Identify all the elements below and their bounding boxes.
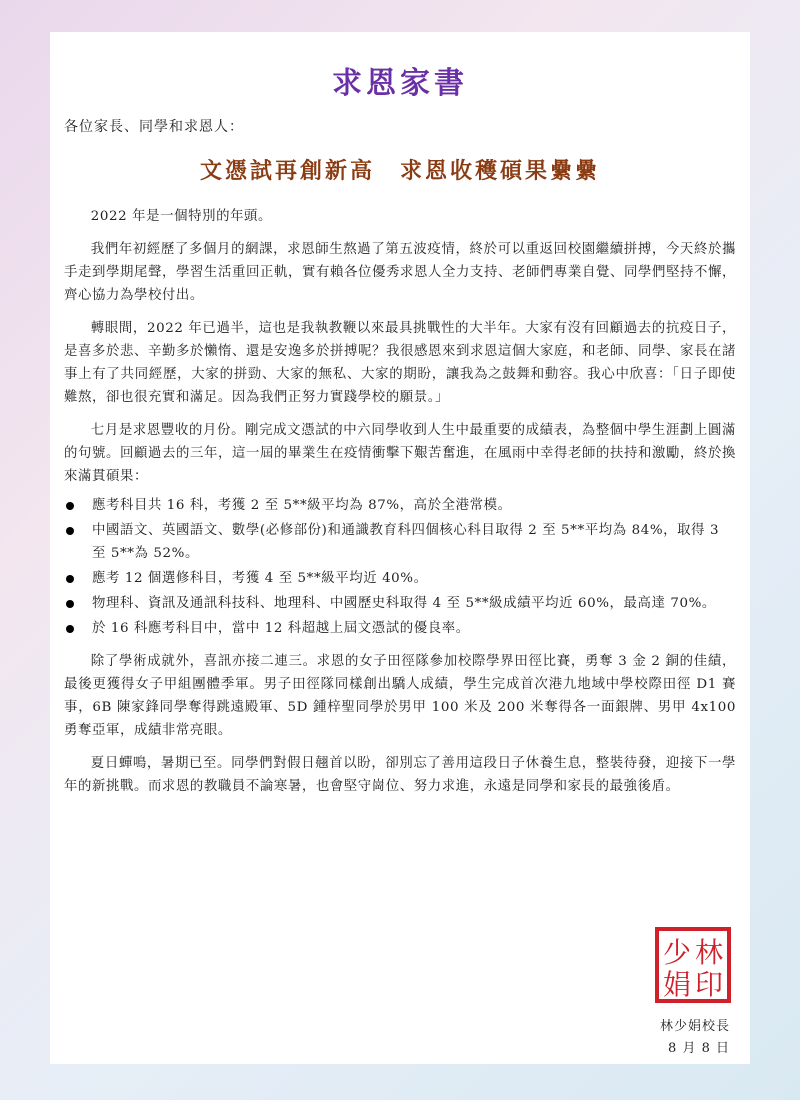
- list-item-text: 中國語文、英國語文、數學(必修部份)和通識教育科四個核心科目取得 2 至 5**平均為 84%，取得 3 至 5**為 52%。: [92, 523, 720, 561]
- principal-name: 林少娟校長: [659, 1019, 730, 1034]
- seal-graphic: [654, 926, 732, 1004]
- letter-title: 求恩家書: [332, 66, 468, 101]
- bullet-icon: [66, 527, 74, 535]
- list-item-text: 物理科、資訊及通訊科技科、地理科、中國歷史科取得 4 至 5**級成績平均近 60%，最高達 70%。: [92, 596, 716, 611]
- letter-date: 8 月 8 日: [668, 1041, 730, 1056]
- list-item-text: 應考 12 個選修科目，考獲 4 至 5**級平均近 40%。: [92, 571, 428, 586]
- salutation: 各位家長、同學和求恩人：: [64, 119, 244, 135]
- seal-char-3: 娟: [662, 968, 692, 1001]
- paragraph-summer: 夏日蟬鳴，暑期已至。同學們對假日翹首以盼，卻別忘了善用這段日子休養生息，整裝待發，迎接下一學年的新挑戰。而求恩的教職員不論寒暑，也會堅守崗位、努力求進，永遠是同學和家長的最強後盾。: [64, 756, 736, 794]
- seal-char-1: 林: [694, 936, 724, 969]
- list-item: [64, 617, 736, 640]
- headline: 文憑試再創新高 求恩收穫碩果纍纍: [199, 159, 600, 184]
- paragraph-harvest: 七月是求恩豐收的月份。剛完成文憑試的中六同學收到人生中最重要的成績表，為整個中學生涯劃上圓滿的句號。回顧過去的三年，這一屆的畢業生在疫情衝擊下艱苦奮進，在風雨中幸得老師的扶持和激勵，終於換來滿貫碩果：: [64, 423, 736, 484]
- paragraph-online-classes: 我們年初經歷了多個月的網課，求恩師生熬過了第五波疫情，終於可以重返回校園繼續拼搏，今天終於攜手走到學期尾聲，學習生活重回正軌，實有賴各位優秀求恩人全力支持、老師們專業自覺、同學們堅持不懈，齊心協力為學校付出。: [64, 242, 736, 303]
- paragraph-intro: 2022 年是一個特別的年頭。: [90, 209, 273, 224]
- principal-seal-icon: [654, 926, 732, 1004]
- list-item: [64, 567, 736, 590]
- paragraph-sports: 除了學術成就外，喜訊亦接二連三。求恩的女子田徑隊參加校際學界田徑比賽，勇奪 3 金 2 銅的佳績，最後更獲得女子甲組團體季軍。男子田徑隊同樣創出驕人成績，學生完成首次港九地域中學校際田徑 D1 賽事，6B 陳家鋒同學奪得跳遠殿軍、5D 鍾梓聖同學於男甲 100 米及 200 米奪得各一面銀牌、男甲 4x100 勇奪亞軍，成績非常亮眼。: [64, 654, 736, 738]
- results-list: [64, 494, 736, 640]
- bullet-icon: [66, 625, 74, 633]
- list-item-text: 於 16 科應考科目中，當中 12 科超越上屆文憑試的優良率。: [92, 621, 470, 636]
- list-item-text: 應考科目共 16 科，考獲 2 至 5**級平均為 87%，高於全港常模。: [92, 498, 512, 513]
- list-item: [64, 592, 736, 615]
- signature-block: [660, 1016, 730, 1060]
- letter-page: [50, 32, 750, 1064]
- bullet-icon: [66, 600, 74, 608]
- bullet-icon: [66, 575, 74, 583]
- paragraph-reflection: 轉眼間，2022 年已過半，這也是我執教鞭以來最具挑戰性的大半年。大家有沒有回顧過去的抗疫日子，是喜多於悲、辛勤多於懶惰、還是安逸多於拼搏呢？我很感恩來到求恩這個大家庭，和老師、同學、家長在諸事上有了共同經歷，大家的拼勁、大家的無私、大家的期盼，讓我為之鼓舞和動容。我心中欣喜：「日子即使難熬，卻也很充實和滿足。因為我們正努力實踐學校的願景。」: [64, 321, 736, 405]
- bullet-icon: [66, 502, 74, 510]
- list-item: [64, 494, 736, 517]
- seal-char-4: 印: [694, 968, 724, 1001]
- seal-char-2: 少: [662, 936, 692, 969]
- list-item: [64, 519, 736, 565]
